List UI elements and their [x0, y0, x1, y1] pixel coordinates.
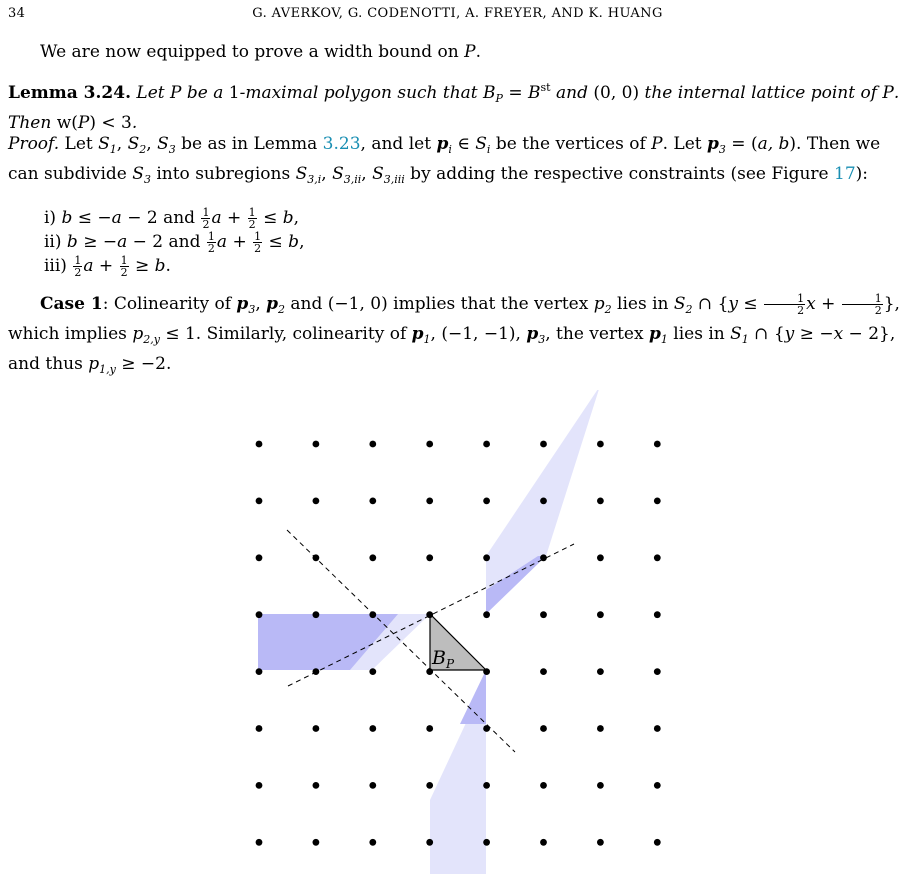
- proof-paragraph: Proof. Let $S_1$, $S_2$, $S_3$ be as in Lemma 3.23, and let $p_i$ ∈ $S_i$ be the vertices of P. Let $p_3 = (a$, b). Then we can subdivide $S_3$ into subregions $S_{3,i}$, $S_{3,ii}$, $S_{3,iii}$ by adding the respective constraints (see Figure 17):: [8, 134, 881, 186]
- region-s3-dark: [460, 670, 486, 724]
- lattice-point: [313, 498, 320, 505]
- lattice-point: [313, 839, 320, 846]
- lattice-point: [483, 611, 490, 618]
- running-head-authors: G. AVERKOV, G. CODENOTTI, A. FREYER, AND K. HUANG: [252, 6, 663, 21]
- lattice-point: [313, 725, 320, 732]
- lattice-point: [369, 498, 376, 505]
- lemma-statement: Lemma 3.24. Let P be a 1-maximal polygon such that $B_P = B^{st}$ and (0, 0) the internal lattice point of P. Then w(P) < 3.: [8, 81, 900, 133]
- proof-label: Proof.: [8, 134, 60, 154]
- lattice-point: [256, 611, 263, 618]
- lattice-point: [540, 782, 547, 789]
- list-item: iii) $\frac{1}{2}$ a + $\frac{1}{2}$ ≥ b.: [44, 254, 171, 279]
- lattice-point: [426, 668, 433, 675]
- lattice-point: [597, 839, 604, 846]
- lattice-point: [597, 611, 604, 618]
- lattice-point: [597, 498, 604, 505]
- lemma-label: Lemma 3.24.: [8, 83, 132, 103]
- lattice-point: [597, 668, 604, 675]
- lattice-point: [313, 554, 320, 561]
- lattice-point: [540, 441, 547, 448]
- lattice-point: [369, 725, 376, 732]
- lattice-point: [654, 839, 661, 846]
- figure-reference[interactable]: 17: [834, 164, 856, 184]
- list-item: i) b ≤ −a − 2 and $\frac{1}{2}$ a + $\frac{1}{2}$ ≤ b,: [44, 206, 300, 231]
- lattice-point: [654, 782, 661, 789]
- lattice-point: [313, 782, 320, 789]
- lattice-point: [540, 668, 547, 675]
- lattice-point: [654, 554, 661, 561]
- lattice-point: [369, 839, 376, 846]
- lattice-point: [313, 611, 320, 618]
- lattice-point: [369, 554, 376, 561]
- lattice-point: [426, 611, 433, 618]
- bp-label: $B_P$: [432, 647, 455, 671]
- lattice-point: [654, 668, 661, 675]
- lattice-point: [426, 498, 433, 505]
- intro-sentence: We are now equipped to prove a width bound on P.: [40, 42, 481, 62]
- lattice-point: [313, 668, 320, 675]
- lattice-point: [483, 839, 490, 846]
- page-number: 34: [8, 6, 26, 21]
- list-item: ii) b ≥ −a − 2 and $\frac{1}{2}$ a + $\frac{1}{2}$ ≤ b,: [44, 230, 305, 255]
- lattice-point: [426, 441, 433, 448]
- lattice-point: [597, 441, 604, 448]
- lattice-point: [426, 554, 433, 561]
- lattice-point: [369, 441, 376, 448]
- lattice-point: [256, 725, 263, 732]
- lattice-point: [483, 782, 490, 789]
- lattice-point: [654, 441, 661, 448]
- lattice-point: [369, 611, 376, 618]
- lattice-point: [654, 611, 661, 618]
- lemma-reference[interactable]: 3.23: [322, 134, 361, 154]
- lattice-point: [256, 782, 263, 789]
- lattice-point: [540, 611, 547, 618]
- lattice-point: [369, 668, 376, 675]
- lattice-point: [654, 725, 661, 732]
- case1-paragraph: Case 1: Colinearity of $p_3$, $p_2$ and (−1, 0) implies that the vertex $p_2$ lies in $S_2$ ∩ {y ≤ $\frac{1}{2}$ x + $\frac{1}{2}$ }, which implies $p_{2,y} \le 1$. Similarly, colinearity of $p_1$, (−1, −1), $p_3$, the vertex $p_1$ lies in $S_1$ ∩ {y ≥ −x − 2}, and thus $p_{1,y} \ge -2$.: [8, 292, 900, 376]
- lattice-point: [369, 782, 376, 789]
- lattice-point: [426, 725, 433, 732]
- lattice-point: [483, 441, 490, 448]
- lattice-point: [426, 782, 433, 789]
- lattice-point: [256, 441, 263, 448]
- lattice-point: [540, 498, 547, 505]
- lattice-point: [540, 725, 547, 732]
- lattice-point: [540, 839, 547, 846]
- lattice-point: [483, 725, 490, 732]
- lattice-point: [256, 554, 263, 561]
- lattice-point: [597, 725, 604, 732]
- lattice-point: [483, 554, 490, 561]
- lattice-point: [597, 782, 604, 789]
- lattice-point: [654, 498, 661, 505]
- lattice-point: [426, 839, 433, 846]
- lattice-point: [256, 498, 263, 505]
- lattice-point: [256, 839, 263, 846]
- case1-label: Case 1: [40, 294, 103, 314]
- lattice-point: [483, 668, 490, 675]
- lattice-point: [256, 668, 263, 675]
- lattice-point: [597, 554, 604, 561]
- lattice-point: [313, 441, 320, 448]
- lattice-point: [483, 498, 490, 505]
- lattice-point: [540, 554, 547, 561]
